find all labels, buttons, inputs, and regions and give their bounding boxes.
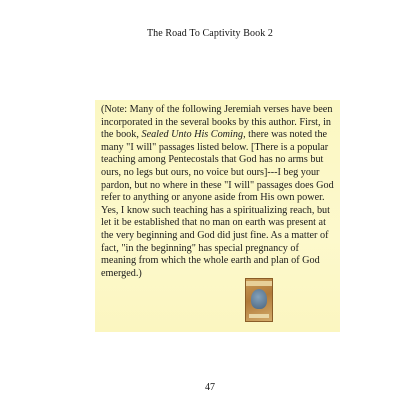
running-header: The Road To Captivity Book 2: [146, 28, 274, 39]
book-cover-base-band: [249, 314, 269, 318]
book-cover-title-band: [246, 281, 272, 286]
book-cover-illustration: [251, 289, 267, 309]
note-text-part-1: (Note: Many of the following Jeremiah verses have been incorporated in the several books by this author. First, in the book,: [101, 104, 333, 141]
book-cover-icon: [245, 278, 273, 322]
author-note-text: [101, 104, 335, 280]
note-book-title: Sealed Unto His Coming: [141, 129, 244, 141]
author-note-box: [95, 100, 340, 332]
note-text-part-2: , there was noted the many "I will" passages listed below. [There is a popular teaching among Pentecostals that God has no arms but ours, no legs but ours, no voice but ours]---I beg your pardon, but no where in these "I will" passages does God refer to anything or anyone aside from His own power. Yes, I know such teaching has a spiritualizing reach, but let it be established that no man on earth was present at the very beginning and God did just fine. As a matter of fact, "in the beginning" has special pregnancy of meaning from which the whole earth and plan of God emerged.): [101, 129, 334, 279]
page-number: 47: [205, 382, 215, 393]
